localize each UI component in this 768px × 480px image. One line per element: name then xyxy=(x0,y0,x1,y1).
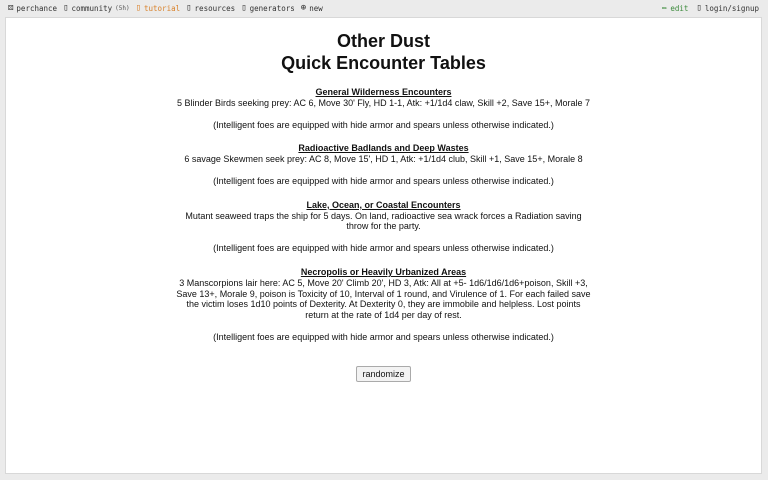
section-title: General Wilderness Encounters xyxy=(315,87,452,97)
nav-label: generators xyxy=(249,3,295,13)
nav-edit[interactable] xyxy=(662,4,688,13)
resources-icon: ▯ xyxy=(186,2,192,13)
new-icon: ⊕ xyxy=(300,2,307,13)
encounter-section-coastal xyxy=(174,200,594,254)
section-body: 3 Manscorpions lair here: AC 5, Move 20' Climb 20', HD 3, Atk: All at +5- 1d6/1d6/1d6+poison, Skill +3, Save 13+, Morale 9, poison is Toxicity of 10, Interval of 1 round, and Virulence of 1. For each failed save the victim loses 1d10 points of Dexterity. At Dexterity 0, they are immobile and helpless. Lost points return at the rate of 1d4 per day of rest. xyxy=(176,277,591,321)
nav-community[interactable] xyxy=(63,4,130,13)
nav-perchance[interactable] xyxy=(8,4,57,13)
nav-tutorial[interactable] xyxy=(136,4,181,13)
edit-icon: ✏ xyxy=(661,2,668,13)
login-icon: ▯ xyxy=(696,2,702,13)
page-title xyxy=(174,30,594,74)
nav-resources[interactable] xyxy=(186,4,235,13)
nav-label: new xyxy=(309,3,323,13)
generator-output-panel xyxy=(5,17,762,474)
tutorial-icon: ▯ xyxy=(135,2,141,13)
title-line-2: Quick Encounter Tables xyxy=(281,53,486,73)
community-badge: (5h) xyxy=(115,4,130,12)
nav-label: tutorial xyxy=(144,3,181,13)
section-note: (Intelligent foes are equipped with hide armor and spears unless otherwise indicated.) xyxy=(213,119,554,130)
encounter-section-badlands xyxy=(174,143,594,186)
section-title: Radioactive Badlands and Deep Wastes xyxy=(298,143,469,154)
section-body: Mutant seaweed traps the ship for 5 days. On land, radioactive sea wrack forces a Radiation saving throw for the party. xyxy=(185,210,582,232)
section-body: 5 Blinder Birds seeking prey: AC 6, Move 30' Fly, HD 1-1, Atk: +1/1d4 claw, Skill +2, Save 15+, Morale 7 xyxy=(176,97,590,108)
nav-label: login/signup xyxy=(704,3,759,13)
section-note: (Intelligent foes are equipped with hide armor and spears unless otherwise indicated.) xyxy=(213,331,554,342)
randomize-wrap xyxy=(174,364,594,382)
community-icon: ▯ xyxy=(63,2,69,13)
nav-generators[interactable] xyxy=(241,4,295,13)
encounter-section-necropolis xyxy=(174,267,594,343)
nav-right xyxy=(654,4,759,13)
encounter-section-wilderness xyxy=(174,87,594,130)
section-title: Necropolis or Heavily Urbanized Areas xyxy=(300,266,467,277)
top-nav-bar xyxy=(0,0,768,16)
section-body: 6 savage Skewmen seek prey: AC 8, Move 15', HD 1, Atk: +1/1d4 club, Skill +1, Save 15+, Morale 8 xyxy=(184,154,583,165)
generator-content xyxy=(174,30,594,382)
title-line-1: Other Dust xyxy=(336,31,430,51)
nav-label: edit xyxy=(670,3,689,13)
randomize-button[interactable]: randomize xyxy=(356,366,410,382)
nav-new[interactable] xyxy=(301,4,323,13)
generators-icon: ▯ xyxy=(241,2,247,13)
dice-icon: ⚄ xyxy=(8,2,14,13)
nav-login[interactable] xyxy=(696,4,759,13)
nav-label: community xyxy=(71,3,113,13)
section-title: Lake, Ocean, or Coastal Encounters xyxy=(306,199,461,210)
nav-label: resources xyxy=(194,3,236,13)
section-note: (Intelligent foes are equipped with hide armor and spears unless otherwise indicated.) xyxy=(213,175,554,186)
section-note: (Intelligent foes are equipped with hide armor and spears unless otherwise indicated.) xyxy=(213,243,554,254)
nav-label: perchance xyxy=(16,3,58,13)
